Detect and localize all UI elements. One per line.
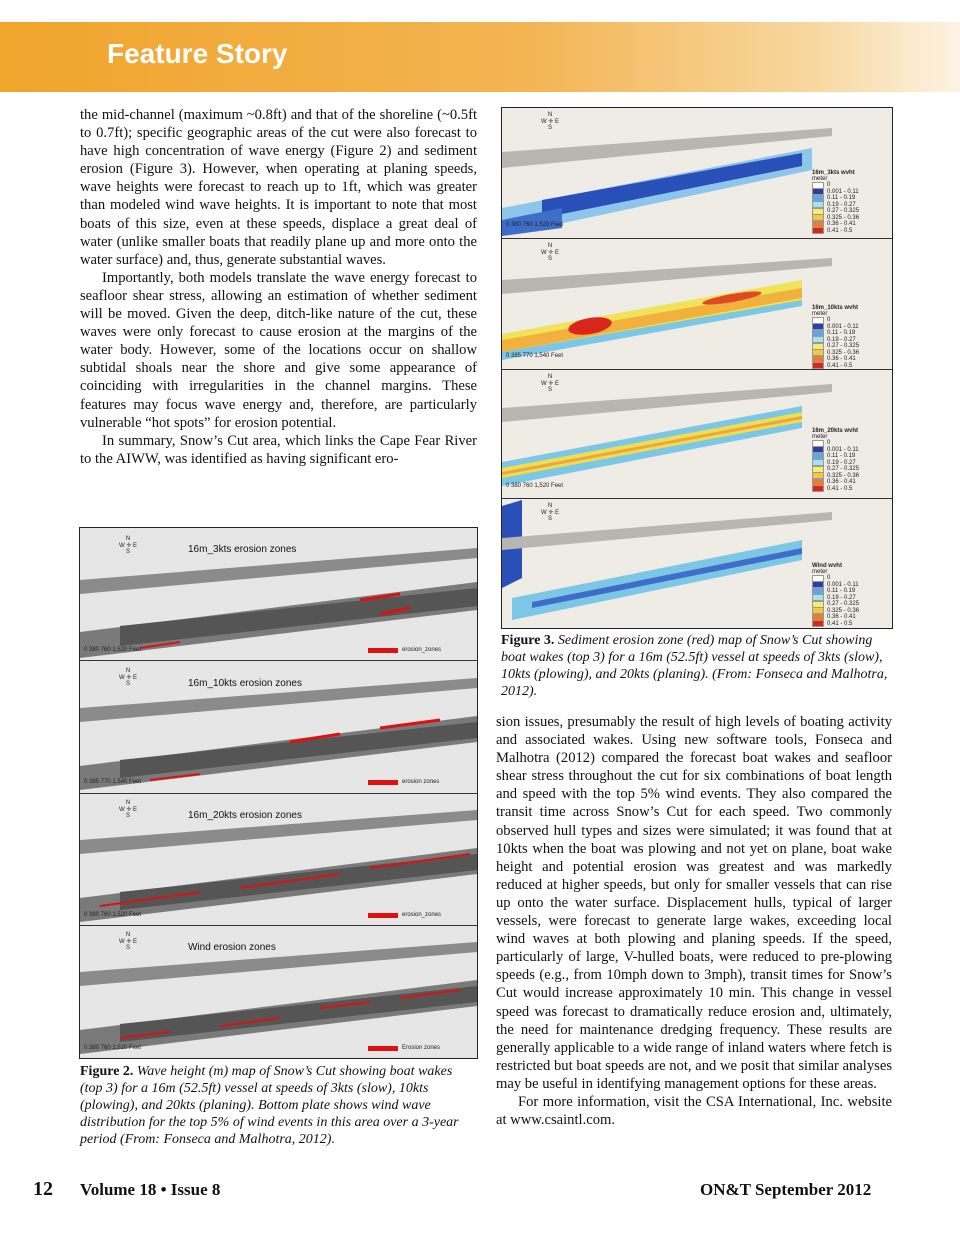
paragraph: In summary, Snow’s Cut area, which links the Cape Fear River to the AIWW, was identified as having significant ero-: [80, 432, 477, 467]
north-arrow: N W ✛ E S: [540, 243, 560, 262]
paragraph: For more information, visit the CSA International, Inc. website at www.csaintl.com.: [496, 1093, 892, 1129]
scale-bar: 0 385 770 1,540 Feet: [84, 779, 142, 785]
legend-text: 0.36 - 0.41: [827, 356, 856, 363]
north-arrow: N W ✛ E S: [118, 800, 138, 819]
north-label: N: [547, 243, 553, 249]
north-arrow: N W ✛ E S: [540, 374, 560, 393]
legend-rows: [812, 440, 888, 492]
north-arrow: N W ✛ E S: [118, 536, 138, 555]
legend-swatch: [368, 1046, 398, 1051]
legend-row: [812, 363, 888, 370]
north-label: N: [125, 668, 131, 674]
legend-text: 0.36 - 0.41: [827, 221, 856, 228]
caption-text: Wave height (m) map of Snow’s Cut showing boat wakes (top 3) for a 16m (52.5ft) vessel at speeds of 3kts (slow), 10kts (plowing), and 20kts (planing). Bottom plate shows wind wave distribution for the top 5% of wind events in this area over a 3-year period (From: Fonseca and Malhotra, 2012).: [80, 1064, 459, 1147]
legend-plate-1: [812, 170, 888, 234]
legend-text: 0: [827, 575, 831, 582]
legend-text: 0.001 - 0.11: [827, 446, 859, 453]
paragraph: sion issues, presumably the result of high levels of boating activity and associated wakes. Using new software tools, Fonseca and Malhotra (2012) compared the forecast boat wakes and seafloor shear stress throughout the cut for six combinations of boat length and speed with the top 5% wind events. They also compared the transit time across Snow’s Cut for each speed. Two commonly observed hull types and sizes were simulated; it was found that at 10kts when the boat was plowing and not yet on plane, boat wake height and potential erosion was greatest and was markedly reduced at higher speeds, but only for smaller vessels that can rise up onto the water surface. Displacement hulls, typical of larger vessels, were forecast to generate large wakes, exceeding local wind waves at both plowing and planing speeds. If the speed, particularly of large, V-hulled boats, were reduced to pre-plowing speeds (e.g., from 10mph down to 3mph), transit times for Snow’s Cut would increase approximately 10 min. This change in vessel speed was forecast to dramatically reduce erosion and, ultimately, the need for maintenance dredging frequency. These results are generally applicable to a wide range of inland waters where fetch is restricted but boat speeds are not, and we posit that similar analyses may be useful in identifying management options for these areas.: [496, 714, 892, 1092]
legend-text: 0.19 - 0.27: [827, 336, 856, 343]
legend-plate-4: [812, 563, 888, 627]
left-column-text: [80, 106, 477, 468]
south-label: S: [125, 681, 130, 687]
legend-text: 0.27 - 0.325: [827, 208, 860, 215]
legend-row: [812, 486, 888, 493]
scale-bar: 0 380 760 1,520 Feet: [84, 912, 142, 918]
legend-row: [812, 228, 888, 235]
legend-text: 0: [827, 440, 831, 447]
plate-title: 16m_10kts erosion zones: [188, 678, 302, 689]
legend-rows: [812, 575, 888, 627]
paragraph: the mid-channel (maximum ~0.8ft) and that of the shoreline (~0.5ft to 0.7ft); specific geographic areas of the cut were also forecast to have high concentration of wave energy (Figure 2) and sediment erosion (Figure 3). However, when operating at planing speeds, wave heights were forecast to reach up to 1ft, which was greater than modeled wind wave heights. It is important to note that most boats of this size, even at these speeds, displace a great deal of water (unlike smaller boats that readily plane up and more onto the water surface) and, thus, generate substantial waves.: [80, 107, 477, 268]
legend-text: 0: [827, 182, 831, 189]
legend-swatch: [812, 227, 824, 234]
section-title: Feature Story: [107, 38, 288, 69]
south-label: S: [547, 125, 552, 131]
figure-2-image: [79, 527, 478, 1059]
legend-text: 0.19 - 0.27: [827, 594, 856, 601]
legend-label: erosion zones: [402, 779, 440, 785]
legend-text: 0.27 - 0.325: [827, 466, 860, 473]
scale-bar: 0 385 770 1,540 Feet: [506, 353, 564, 359]
legend-rows: [812, 317, 888, 369]
south-label: S: [125, 813, 130, 819]
figure-3-caption: [501, 632, 891, 700]
legend-text: 0.325 - 0.36: [827, 214, 860, 221]
legend-text: 0.11 - 0.19: [827, 195, 856, 202]
scale-bar: 0 380 760 1,520 Feet: [84, 1045, 142, 1051]
caption-label: Figure 3.: [501, 633, 555, 648]
legend-title: 16m_20kts wvht: [812, 428, 859, 434]
legend-text: 0.36 - 0.41: [827, 614, 856, 621]
south-label: S: [547, 516, 552, 522]
scale-bar: 0 380 760 1,520 Feet: [506, 222, 564, 228]
right-column-text: [496, 713, 892, 1129]
figure-3-image: [501, 107, 893, 629]
legend-swatch: [368, 780, 398, 785]
south-label: S: [547, 387, 552, 393]
north-label: N: [547, 112, 553, 118]
legend-plate-3: [812, 428, 888, 492]
legend-title: 16m_10kts wvht: [812, 305, 859, 311]
legend-text: 0.27 - 0.325: [827, 601, 860, 608]
legend-text: 0.001 - 0.11: [827, 581, 859, 588]
north-arrow: N W ✛ E S: [540, 503, 560, 522]
legend-text: 0.41 - 0.5: [827, 227, 853, 234]
legend-rows: [812, 182, 888, 234]
legend-unit: meter: [812, 311, 828, 317]
publication-label: ON&T September 2012: [700, 1180, 872, 1199]
legend-text: 0.11 - 0.19: [827, 330, 856, 337]
north-label: N: [547, 374, 553, 380]
scale-bar: 0 380 760 1,520 Feet: [84, 647, 142, 653]
legend-text: 0.19 - 0.27: [827, 459, 856, 466]
legend-unit: meter: [812, 434, 828, 440]
legend-text: 0.19 - 0.27: [827, 201, 856, 208]
legend-row: [812, 621, 888, 628]
legend-text: 0.325 - 0.36: [827, 472, 860, 479]
north-label: N: [125, 800, 131, 806]
north-label: N: [125, 932, 131, 938]
legend-text: 0.11 - 0.19: [827, 453, 856, 460]
legend-title: 16m_3kts wvht: [812, 170, 855, 176]
page-number: 12: [33, 1178, 53, 1200]
legend-text: 0.11 - 0.19: [827, 588, 856, 595]
legend-text: 0.41 - 0.5: [827, 485, 853, 492]
legend-label: erosion_zones: [402, 912, 442, 918]
legend-swatch: [368, 648, 398, 653]
south-label: S: [547, 256, 552, 262]
north-label: N: [547, 503, 553, 509]
legend-plate-2: [812, 305, 888, 369]
north-arrow: N W ✛ E S: [118, 668, 138, 687]
legend-unit: meter: [812, 176, 828, 182]
legend-label: erosion_zones: [402, 647, 442, 653]
legend-text: 0.001 - 0.11: [827, 188, 859, 195]
plate-title: Wind erosion zones: [188, 942, 276, 953]
legend-text: 0: [827, 317, 831, 324]
south-label: S: [125, 549, 130, 555]
legend-text: 0.36 - 0.41: [827, 479, 856, 486]
legend-label: Erosion zones: [402, 1045, 441, 1051]
caption-text: Sediment erosion zone (red) map of Snow’s Cut showing boat wakes (top 3) for a 16m (52.5ft) vessel at speeds of 3kts (slow), 10kts (plowing), and 20kts (planing). (From: Fonseca and Malhotra, 2012).: [501, 633, 888, 699]
plate-title: 16m_3kts erosion zones: [188, 544, 297, 555]
legend-text: 0.325 - 0.36: [827, 349, 860, 356]
legend-swatch: [368, 913, 398, 918]
north-label: N: [125, 536, 131, 542]
legend-unit: meter: [812, 569, 828, 575]
figure-2-maps: [80, 528, 477, 1058]
legend-swatch: [812, 620, 824, 627]
legend-text: 0.41 - 0.5: [827, 620, 853, 627]
figure-2-caption: [80, 1063, 476, 1148]
legend-text: 0.41 - 0.5: [827, 362, 853, 369]
south-label: S: [125, 945, 130, 951]
plate-title: 16m_20kts erosion zones: [188, 810, 302, 821]
issue-label: Volume 18 • Issue 8: [80, 1180, 221, 1199]
caption-label: Figure 2.: [80, 1064, 134, 1079]
legend-text: 0.325 - 0.36: [827, 607, 860, 614]
legend-swatch: [812, 362, 824, 369]
north-arrow: N W ✛ E S: [540, 112, 560, 131]
scale-bar: 0 380 760 1,520 Feet: [506, 483, 564, 489]
legend-text: 0.001 - 0.11: [827, 323, 859, 330]
legend-text: 0.27 - 0.325: [827, 343, 860, 350]
legend-swatch: [812, 485, 824, 492]
legend-title: Wind wvht: [812, 563, 842, 569]
north-arrow: N W ✛ E S: [118, 932, 138, 951]
paragraph: Importantly, both models translate the wave energy forecast to seafloor shear stress, allowing an estimation of whether sediment will be moved. Given the deep, ditch-like nature of the cut, these waves were only forecast to cause erosion at the margins of the water body. However, some of the locations occur on shallow subtidal shoals near the shore and give some appearance of coinciding with irregularities in the channel margins. These features may focus wave energy and, therefore, are particularly vulnerable “hot spots” for erosion potential.: [80, 269, 477, 431]
